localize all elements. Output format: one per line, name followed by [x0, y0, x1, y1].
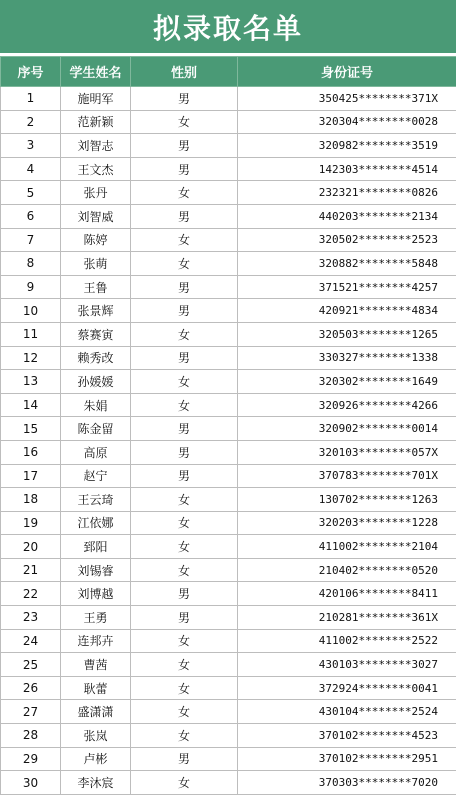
cell-gender: 女: [131, 181, 238, 205]
cell-index: 16: [1, 440, 61, 464]
cell-id-number: 320502********2523: [238, 228, 456, 252]
cell-id-number: 232321********0826: [238, 181, 456, 205]
cell-gender: 女: [131, 110, 238, 134]
cell-student-name: 朱娟: [61, 393, 131, 417]
cell-gender: 男: [131, 440, 238, 464]
cell-index: 2: [1, 110, 61, 134]
cell-student-name: 张岚: [61, 724, 131, 748]
table-row: [1, 181, 456, 205]
cell-student-name: 赖秀改: [61, 346, 131, 370]
cell-id-number: 320882********5848: [238, 252, 456, 276]
cell-gender: 女: [131, 724, 238, 748]
cell-id-number: 130702********1263: [238, 488, 456, 512]
table-row: [1, 700, 456, 724]
cell-id-number: 420106********8411: [238, 582, 456, 606]
cell-gender: 男: [131, 134, 238, 158]
cell-gender: 男: [131, 346, 238, 370]
table-row: [1, 464, 456, 488]
cell-index: 30: [1, 771, 61, 795]
cell-id-number: 411002********2522: [238, 629, 456, 653]
cell-id-number: 330327********1338: [238, 346, 456, 370]
table-row: [1, 252, 456, 276]
cell-student-name: 李沐宸: [61, 771, 131, 795]
table-row: [1, 511, 456, 535]
cell-index: 24: [1, 629, 61, 653]
table-row: [1, 417, 456, 441]
cell-student-name: 施明军: [61, 87, 131, 111]
cell-gender: 男: [131, 606, 238, 630]
cell-id-number: 370783********701X: [238, 464, 456, 488]
cell-index: 7: [1, 228, 61, 252]
cell-index: 18: [1, 488, 61, 512]
cell-student-name: 江依娜: [61, 511, 131, 535]
cell-student-name: 张丹: [61, 181, 131, 205]
cell-gender: 男: [131, 582, 238, 606]
cell-gender: 女: [131, 488, 238, 512]
table-row: [1, 204, 456, 228]
cell-index: 12: [1, 346, 61, 370]
cell-student-name: 刘博越: [61, 582, 131, 606]
cell-id-number: 210402********0520: [238, 558, 456, 582]
cell-student-name: 陈婷: [61, 228, 131, 252]
table-row: [1, 440, 456, 464]
cell-gender: 女: [131, 393, 238, 417]
cell-id-number: 210281********361X: [238, 606, 456, 630]
cell-index: 22: [1, 582, 61, 606]
table-row: [1, 370, 456, 394]
cell-index: 5: [1, 181, 61, 205]
cell-index: 19: [1, 511, 61, 535]
cell-index: 29: [1, 747, 61, 771]
cell-id-number: 370102********4523: [238, 724, 456, 748]
cell-student-name: 刘智威: [61, 204, 131, 228]
table-row: [1, 606, 456, 630]
cell-id-number: 320304********0028: [238, 110, 456, 134]
table-row: [1, 228, 456, 252]
cell-gender: 男: [131, 299, 238, 323]
cell-gender: 女: [131, 700, 238, 724]
cell-gender: 男: [131, 417, 238, 441]
cell-student-name: 郅阳: [61, 535, 131, 559]
cell-index: 17: [1, 464, 61, 488]
cell-id-number: 320926********4266: [238, 393, 456, 417]
table-row: [1, 299, 456, 323]
header-id-number: 身份证号: [238, 57, 456, 87]
cell-gender: 女: [131, 558, 238, 582]
table-row: [1, 676, 456, 700]
table-header-row: [1, 57, 456, 87]
cell-gender: 女: [131, 676, 238, 700]
cell-index: 26: [1, 676, 61, 700]
table-row: [1, 275, 456, 299]
table-row: [1, 488, 456, 512]
cell-student-name: 蔡赛寅: [61, 322, 131, 346]
cell-id-number: 142303********4514: [238, 157, 456, 181]
cell-id-number: 370303********7020: [238, 771, 456, 795]
table-row: [1, 747, 456, 771]
cell-student-name: 张景辉: [61, 299, 131, 323]
cell-gender: 女: [131, 511, 238, 535]
table-row: [1, 87, 456, 111]
table-row: [1, 393, 456, 417]
cell-gender: 男: [131, 464, 238, 488]
table-row: [1, 771, 456, 795]
table-row: [1, 629, 456, 653]
cell-index: 11: [1, 322, 61, 346]
cell-gender: 女: [131, 252, 238, 276]
cell-id-number: 350425********371X: [238, 87, 456, 111]
cell-gender: 男: [131, 747, 238, 771]
cell-index: 1: [1, 87, 61, 111]
cell-id-number: 440203********2134: [238, 204, 456, 228]
cell-gender: 男: [131, 275, 238, 299]
cell-student-name: 曹茜: [61, 653, 131, 677]
cell-gender: 女: [131, 322, 238, 346]
cell-student-name: 张萌: [61, 252, 131, 276]
cell-index: 21: [1, 558, 61, 582]
admission-table: [0, 56, 456, 795]
page-title: 拟录取名单: [0, 0, 456, 53]
cell-gender: 女: [131, 653, 238, 677]
cell-gender: 男: [131, 204, 238, 228]
cell-id-number: 370102********2951: [238, 747, 456, 771]
cell-index: 15: [1, 417, 61, 441]
cell-student-name: 赵宁: [61, 464, 131, 488]
cell-index: 27: [1, 700, 61, 724]
cell-gender: 女: [131, 629, 238, 653]
cell-id-number: 430103********3027: [238, 653, 456, 677]
table-row: [1, 582, 456, 606]
cell-index: 28: [1, 724, 61, 748]
cell-student-name: 刘锡睿: [61, 558, 131, 582]
table-row: [1, 134, 456, 158]
cell-id-number: 320902********0014: [238, 417, 456, 441]
cell-index: 3: [1, 134, 61, 158]
header-student-name: 学生姓名: [61, 57, 131, 87]
table-row: [1, 322, 456, 346]
table-row: [1, 346, 456, 370]
cell-student-name: 耿蕾: [61, 676, 131, 700]
cell-gender: 女: [131, 535, 238, 559]
cell-id-number: 420921********4834: [238, 299, 456, 323]
cell-student-name: 刘智志: [61, 134, 131, 158]
cell-gender: 女: [131, 771, 238, 795]
header-gender: 性别: [131, 57, 238, 87]
cell-id-number: 371521********4257: [238, 275, 456, 299]
cell-student-name: 高原: [61, 440, 131, 464]
cell-index: 25: [1, 653, 61, 677]
cell-student-name: 陈金留: [61, 417, 131, 441]
cell-gender: 女: [131, 228, 238, 252]
cell-student-name: 王云琦: [61, 488, 131, 512]
cell-student-name: 王勇: [61, 606, 131, 630]
cell-student-name: 孙媛媛: [61, 370, 131, 394]
cell-student-name: 卢彬: [61, 747, 131, 771]
cell-id-number: 320203********1228: [238, 511, 456, 535]
table-row: [1, 110, 456, 134]
cell-index: 20: [1, 535, 61, 559]
cell-id-number: 372924********0041: [238, 676, 456, 700]
cell-id-number: 320103********057X: [238, 440, 456, 464]
cell-index: 9: [1, 275, 61, 299]
cell-id-number: 411002********2104: [238, 535, 456, 559]
table-body: [1, 87, 456, 795]
cell-index: 6: [1, 204, 61, 228]
cell-id-number: 430104********2524: [238, 700, 456, 724]
cell-student-name: 王文杰: [61, 157, 131, 181]
cell-student-name: 王鲁: [61, 275, 131, 299]
cell-index: 8: [1, 252, 61, 276]
header-index: 序号: [1, 57, 61, 87]
cell-gender: 女: [131, 370, 238, 394]
cell-index: 10: [1, 299, 61, 323]
table-row: [1, 653, 456, 677]
cell-index: 23: [1, 606, 61, 630]
cell-id-number: 320503********1265: [238, 322, 456, 346]
table-row: [1, 724, 456, 748]
table-row: [1, 558, 456, 582]
cell-index: 14: [1, 393, 61, 417]
cell-student-name: 连邦卉: [61, 629, 131, 653]
table-row: [1, 157, 456, 181]
cell-id-number: 320982********3519: [238, 134, 456, 158]
cell-id-number: 320302********1649: [238, 370, 456, 394]
cell-student-name: 盛潇潇: [61, 700, 131, 724]
cell-student-name: 范新颖: [61, 110, 131, 134]
cell-index: 4: [1, 157, 61, 181]
cell-gender: 男: [131, 87, 238, 111]
cell-index: 13: [1, 370, 61, 394]
table-row: [1, 535, 456, 559]
cell-gender: 男: [131, 157, 238, 181]
